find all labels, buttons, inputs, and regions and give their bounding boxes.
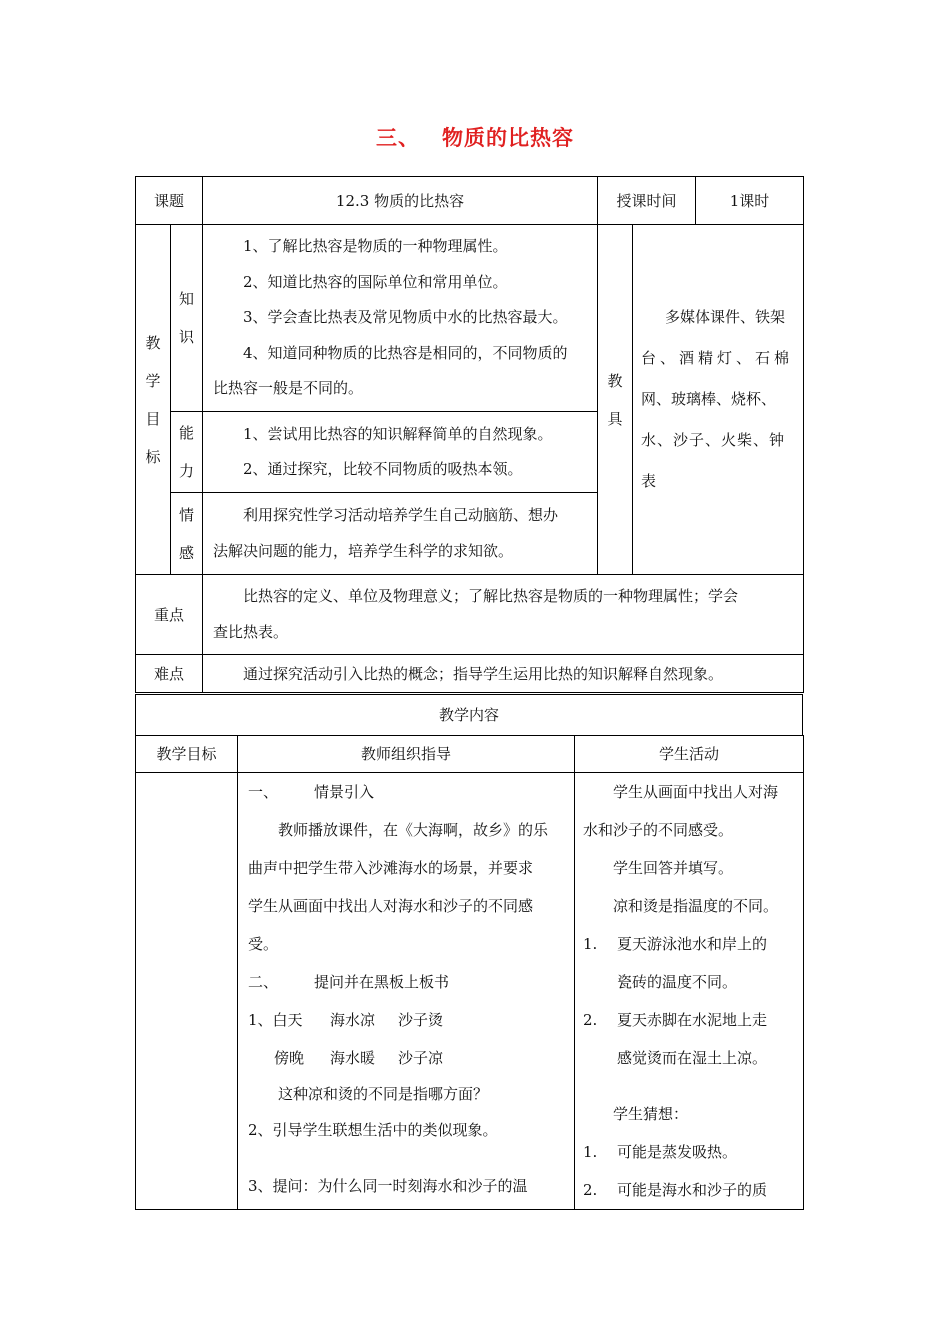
ability-content <box>203 412 598 493</box>
student-example-1-cont: 瓷砖的温度不同。 <box>617 973 738 991</box>
emotion-item: 利用探究性学习活动培养学生自己动脑筋、想办 <box>243 506 559 524</box>
student-example-1: 1. 夏天游泳池水和岸上的 <box>583 935 768 953</box>
time-value: 1课时 <box>696 177 804 225</box>
key-points-label: 重点 <box>136 575 203 655</box>
tools-line: 表 <box>641 472 657 490</box>
emotion-item: 法解决问题的能力，培养学生科学的求知欲。 <box>213 541 514 560</box>
knowledge-item: 比热容一般是不同的。 <box>213 379 364 398</box>
board-row-1: 1、白天 海水凉 沙子烫 <box>248 1011 444 1029</box>
teacher-item-2: 2、引导学生联想生活中的类似现象。 <box>248 1121 498 1139</box>
knowledge-item: 2、知道比热容的国际单位和常用单位。 <box>243 272 508 291</box>
time-label: 授课时间 <box>598 177 696 225</box>
knowledge-label: 知 识 <box>171 225 203 412</box>
student-guess-2: 2. 可能是海水和沙子的质 <box>583 1181 768 1199</box>
topic-label: 课题 <box>136 177 203 225</box>
difficulty-label: 难点 <box>136 655 203 693</box>
goals-label: 教 学 目 标 <box>136 225 171 575</box>
knowledge-content <box>203 225 598 412</box>
key-points-line: 查比热表。 <box>213 622 289 641</box>
section-2-heading: 二、 提问并在黑板上板书 <box>248 973 450 991</box>
goal-cell <box>136 773 238 1210</box>
emotion-content <box>203 493 598 575</box>
content-heading: 教学内容 <box>136 695 803 736</box>
key-points-line: 比热容的定义、单位及物理意义；了解比热容是物质的一种物理属性；学会 <box>243 587 739 605</box>
tools-line: 网、玻璃棒、烧杯、 <box>641 390 777 408</box>
student-activity <box>575 773 804 1210</box>
teacher-item-3: 3、提问：为什么同一时刻海水和沙子的温 <box>248 1177 528 1195</box>
knowledge-item: 1、了解比热容是物质的一种物理属性。 <box>243 237 508 256</box>
student-guess-1: 1. 可能是蒸发吸热。 <box>583 1143 738 1161</box>
page-title <box>0 122 950 152</box>
col-teacher-header: 教师组织指导 <box>238 736 575 773</box>
col-goal-header: 教学目标 <box>136 736 238 773</box>
teaching-content-table <box>135 735 804 1210</box>
student-example-2: 2. 夏天赤脚在水泥地上走 <box>583 1011 768 1029</box>
tools-line: 多媒体课件、铁架 <box>665 308 786 326</box>
topic-value: 12.3 物质的比热容 <box>203 177 598 225</box>
student-example-2-cont: 感觉烫而在湿土上凉。 <box>617 1049 768 1067</box>
title-number: 三、 <box>376 125 420 150</box>
emotion-label: 情 感 <box>171 493 203 575</box>
section-1-heading: 一、 情景引入 <box>248 783 375 801</box>
difficulty-content: 通过探究活动引入比热的概念；指导学生运用比热的知识解释自然现象。 <box>203 655 804 693</box>
tools-label: 教 具 <box>598 225 633 575</box>
student-line: 水和沙子的不同感受。 <box>583 821 734 839</box>
col-student-header: 学生活动 <box>575 736 804 773</box>
tools-line: 水、沙子、火柴、钟 <box>641 431 786 449</box>
content-heading-table <box>135 694 803 736</box>
lesson-info-table <box>135 176 804 693</box>
student-line: 学生回答并填写。 <box>613 859 734 877</box>
teacher-question: 这种凉和烫的不同是指哪方面？ <box>278 1085 489 1103</box>
teacher-line: 曲声中把学生带入沙滩海水的场景，并要求 <box>248 859 534 877</box>
tools-content <box>633 225 804 575</box>
ability-item: 2、通过探究，比较不同物质的吸热本领。 <box>243 460 523 478</box>
key-points-content <box>203 575 804 655</box>
title-text: 物质的比热容 <box>442 125 574 150</box>
student-guess-heading: 学生猜想： <box>613 1105 689 1123</box>
student-line: 凉和烫是指温度的不同。 <box>613 897 779 915</box>
teacher-line: 受。 <box>248 935 279 953</box>
board-row-2: 傍晚 海水暖 沙子凉 <box>274 1049 444 1067</box>
teacher-guidance <box>238 773 575 1210</box>
student-line: 学生从画面中找出人对海 <box>613 783 779 801</box>
ability-item: 1、尝试用比热容的知识解释简单的自然现象。 <box>243 424 553 443</box>
knowledge-item: 3、学会查比热表及常见物质中水的比热容最大。 <box>243 308 568 327</box>
tools-line: 台、酒精灯、石棉 <box>641 349 794 367</box>
knowledge-item: 4、知道同种物质的比热容是相同的，不同物质的 <box>243 343 568 362</box>
teacher-line: 学生从画面中找出人对海水和沙子的不同感 <box>248 897 534 915</box>
teacher-line: 教师播放课件，在《大海啊，故乡》的乐 <box>278 821 549 839</box>
ability-label: 能 力 <box>171 412 203 493</box>
